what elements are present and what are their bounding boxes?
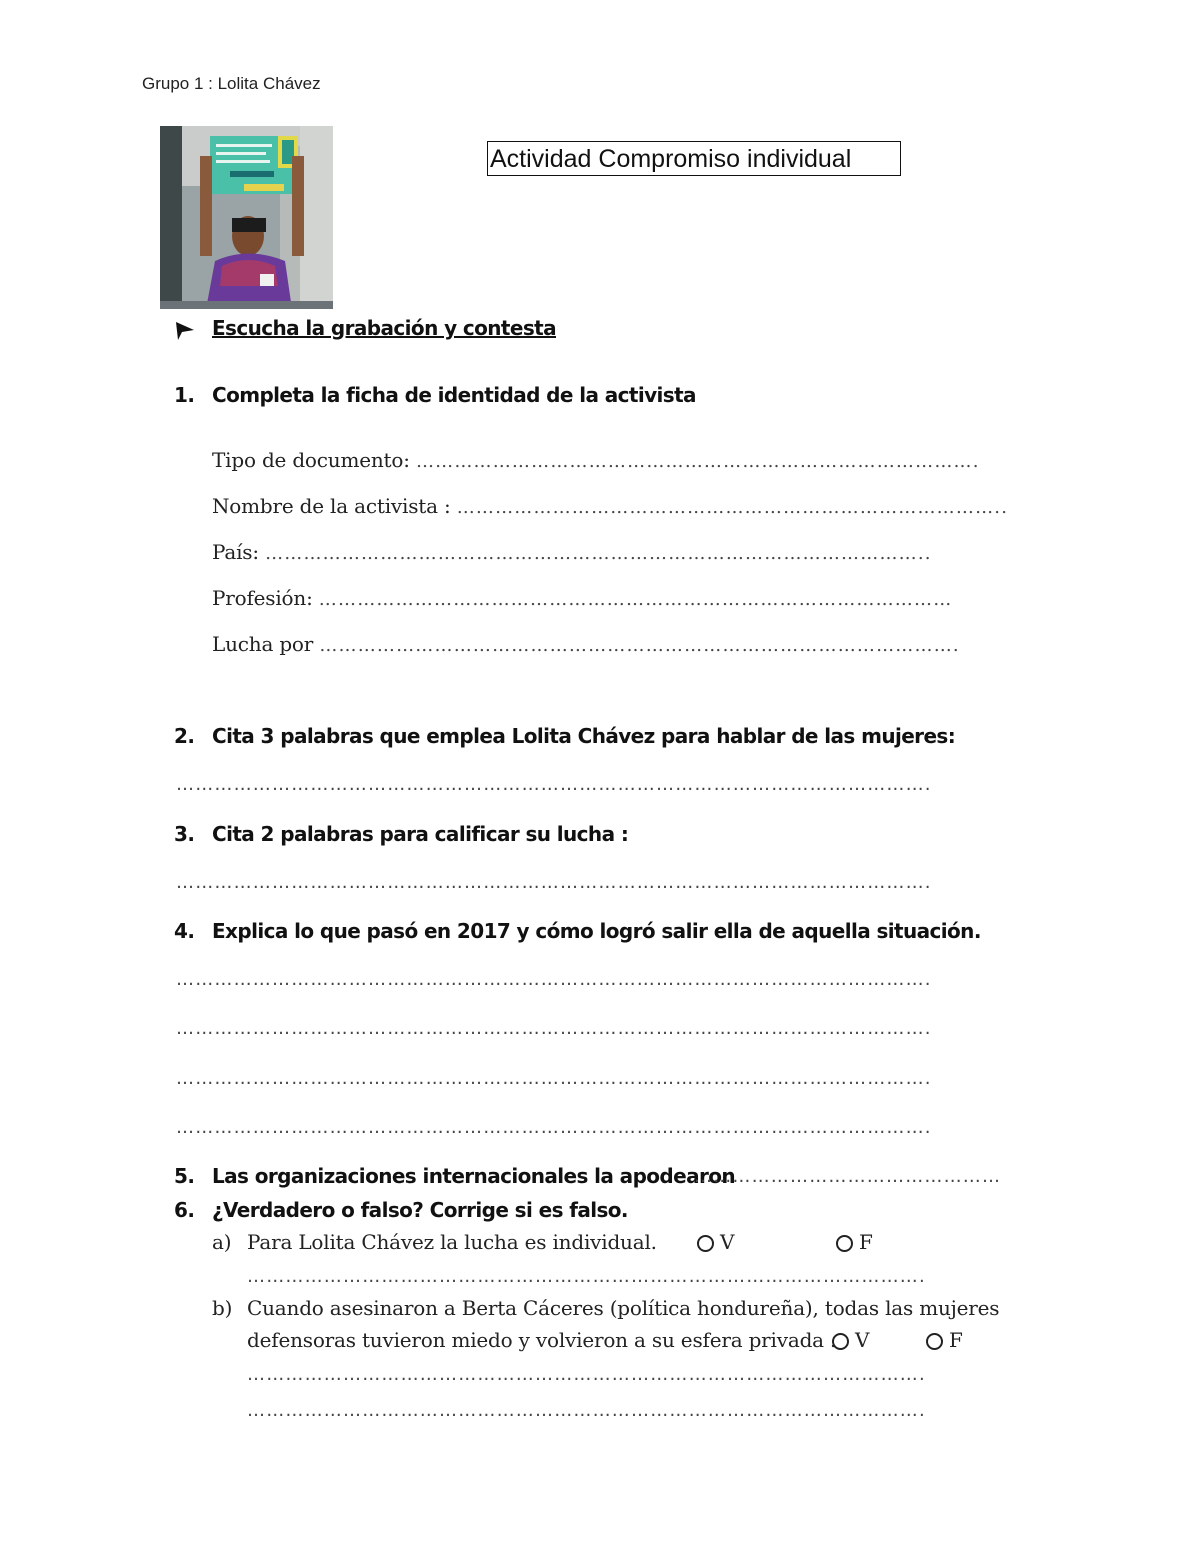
- answer-line[interactable]: …………………………………………………………………………………………….: [247, 1266, 926, 1287]
- activity-title: Actividad Compromiso individual: [487, 141, 901, 176]
- field-profession: [212, 586, 952, 610]
- field-label: Lucha por: [212, 632, 314, 656]
- field-label: Nombre de la activista :: [212, 494, 451, 518]
- answer-blank[interactable]: …………………………………………………………………………..: [456, 497, 1009, 518]
- arrow-bullet-icon: [174, 320, 196, 342]
- option-label: V: [720, 1230, 735, 1254]
- answer-line[interactable]: ……………………………………………………………………………………………………….: [176, 969, 932, 990]
- answer-line[interactable]: ……………………………………………………………………………………………………….: [176, 1117, 932, 1138]
- answer-line[interactable]: ……………………………………………………………………………………………………….: [176, 1068, 932, 1089]
- item-a-letter: a): [212, 1230, 232, 1254]
- answer-blank[interactable]: …………………………………………………………………………….: [415, 451, 980, 472]
- option-false-a[interactable]: [836, 1230, 873, 1254]
- activist-photo: [160, 126, 333, 309]
- option-label: V: [855, 1328, 870, 1352]
- question-4-number: 4.: [174, 919, 195, 943]
- field-country: [212, 540, 932, 564]
- radio-circle-icon[interactable]: [926, 1333, 943, 1350]
- answer-blank[interactable]: …………………………………………………………………………………………..: [265, 543, 932, 564]
- answer-blank[interactable]: ………………………………………………………………………………………: [318, 589, 953, 610]
- option-true-a[interactable]: [697, 1230, 734, 1254]
- option-true-b[interactable]: [832, 1328, 869, 1352]
- question-1-text: Completa la ficha de identidad de la activista: [212, 383, 696, 407]
- item-b-line-1: Cuando asesinaron a Berta Cáceres (política hondureña), todas las mujeres: [247, 1296, 1000, 1320]
- answer-line[interactable]: ……………………………………………………………………………………………………….: [176, 774, 932, 795]
- question-3-text: Cita 2 palabras para calificar su lucha :: [212, 822, 629, 846]
- question-6-number: 6.: [174, 1198, 195, 1222]
- radio-circle-icon[interactable]: [697, 1235, 714, 1252]
- activist-photo-image: [160, 126, 333, 309]
- question-1-number: 1.: [174, 383, 195, 407]
- field-label: Profesión:: [212, 586, 313, 610]
- field-activist-name: [212, 494, 1008, 518]
- field-label: País:: [212, 540, 259, 564]
- field-fights-for: [212, 632, 960, 656]
- radio-circle-icon[interactable]: [836, 1235, 853, 1252]
- intro-instruction: Escucha la grabación y contesta: [212, 316, 556, 340]
- answer-blank[interactable]: …………………………………………: [694, 1166, 1002, 1187]
- field-document-type: [212, 448, 980, 472]
- answer-line[interactable]: …………………………………………………………………………………………….: [247, 1400, 926, 1421]
- question-4-text: Explica lo que pasó en 2017 y cómo logró salir ella de aquella situación.: [212, 919, 981, 943]
- group-header: Grupo 1 : Lolita Chávez: [142, 74, 321, 93]
- item-a-text: Para Lolita Chávez la lucha es individual.: [247, 1230, 657, 1254]
- radio-circle-icon[interactable]: [832, 1333, 849, 1350]
- item-b-letter: b): [212, 1296, 233, 1320]
- question-2-text: Cita 3 palabras que emplea Lolita Chávez para hablar de las mujeres:: [212, 724, 956, 748]
- answer-line[interactable]: ……………………………………………………………………………………………………….: [176, 872, 932, 893]
- option-false-b[interactable]: [926, 1328, 963, 1352]
- option-label: F: [859, 1230, 873, 1254]
- question-5-number: 5.: [174, 1164, 195, 1188]
- field-label: Tipo de documento:: [212, 448, 410, 472]
- answer-blank[interactable]: ……………………………………………………………………………………….: [319, 635, 960, 656]
- question-2-number: 2.: [174, 724, 195, 748]
- option-label: F: [949, 1328, 963, 1352]
- question-6-text: ¿Verdadero o falso? Corrige si es falso.: [212, 1198, 628, 1222]
- question-5-text: Las organizaciones internacionales la apodearon: [212, 1164, 736, 1188]
- answer-line[interactable]: ……………………………………………………………………………………………………….: [176, 1018, 932, 1039]
- item-b-line-2: defensoras tuvieron miedo y volvieron a su esfera privada .: [247, 1328, 837, 1352]
- question-3-number: 3.: [174, 822, 195, 846]
- answer-line[interactable]: …………………………………………………………………………………………….: [247, 1364, 926, 1385]
